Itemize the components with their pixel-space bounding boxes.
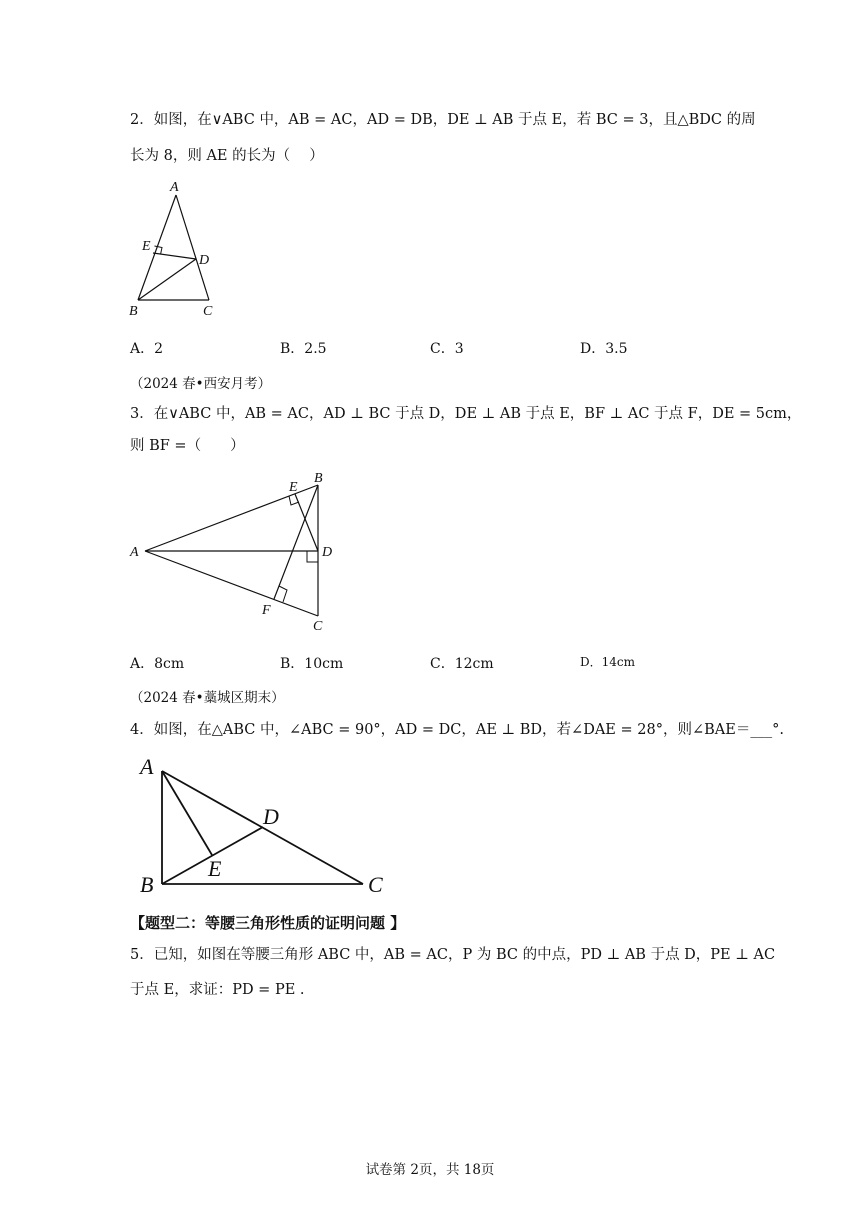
q2-option-c: C．3	[430, 341, 464, 357]
q3-label-E: E	[289, 480, 298, 495]
q2-text-line1: 2．如图，在∨ABC 中，AB = AC，AD = DB，DE ⊥ AB 于点 E，若 BC = 3，且△BDC 的周	[130, 112, 756, 128]
q3-label-A: A	[130, 545, 139, 560]
q4-label-C: C	[368, 872, 383, 897]
q2-label-E: E	[142, 239, 151, 254]
q3-option-c: C．12cm	[430, 656, 494, 672]
q4-label-A: A	[140, 754, 154, 779]
q2-label-B: B	[129, 304, 138, 319]
q2-option-a: A．2	[130, 341, 164, 357]
section-title-type2: 【题型二：等腰三角形性质的证明问题 】	[130, 914, 406, 932]
q3-text-line1: 3．在∨ABC 中，AB = AC，AD ⊥ BC 于点 D，DE ⊥ AB 于点 E，BF ⊥ AC 于点 F，DE = 5cm，	[130, 406, 802, 422]
q2-label-A: A	[170, 180, 179, 195]
q5-text-line1: 5．已知，如图在等腰三角形 ABC 中，AB = AC，P 为 BC 的中点，PD ⊥ AB 于点 D，PE ⊥ AC	[130, 947, 776, 963]
q2-label-C: C	[203, 304, 213, 319]
q2-option-b: B．2.5	[280, 341, 327, 357]
q3-text-line2: 则 BF =（ ）	[130, 438, 245, 454]
q3-figure	[125, 468, 345, 638]
q4-figure	[130, 752, 400, 902]
q2-label-D: D	[199, 253, 210, 268]
q3-label-C: C	[313, 619, 323, 634]
q5-text-line2: 于点 E，求证：PD = PE .	[130, 982, 305, 998]
q4-label-B: B	[140, 872, 154, 897]
q4-source: （2024 春•藁城区期末）	[130, 690, 285, 706]
q3-option-a: A．8cm	[130, 656, 185, 672]
q3-label-F: F	[262, 603, 271, 618]
q4-label-E: E	[208, 856, 222, 881]
q4-label-D: D	[263, 804, 279, 829]
q3-label-B: B	[314, 471, 323, 486]
q3-source: （2024 春•西安月考）	[130, 376, 272, 392]
page-footer: 试卷第 2页，共 18页	[365, 1162, 495, 1178]
q3-option-d: D．14cm	[580, 655, 635, 669]
q3-option-b: B．10cm	[280, 656, 344, 672]
q2-text-line2: 长为 8，则 AE 的长为（ ）	[130, 148, 324, 164]
q4-text-line1: 4．如图，在△ABC 中，∠ABC = 90°，AD = DC，AE ⊥ BD，若∠DAE = 28°，则∠BAE＝___°.	[130, 722, 784, 738]
q2-figure	[125, 178, 225, 323]
q2-option-d: D．3.5	[580, 341, 628, 357]
q3-label-D: D	[322, 545, 333, 560]
